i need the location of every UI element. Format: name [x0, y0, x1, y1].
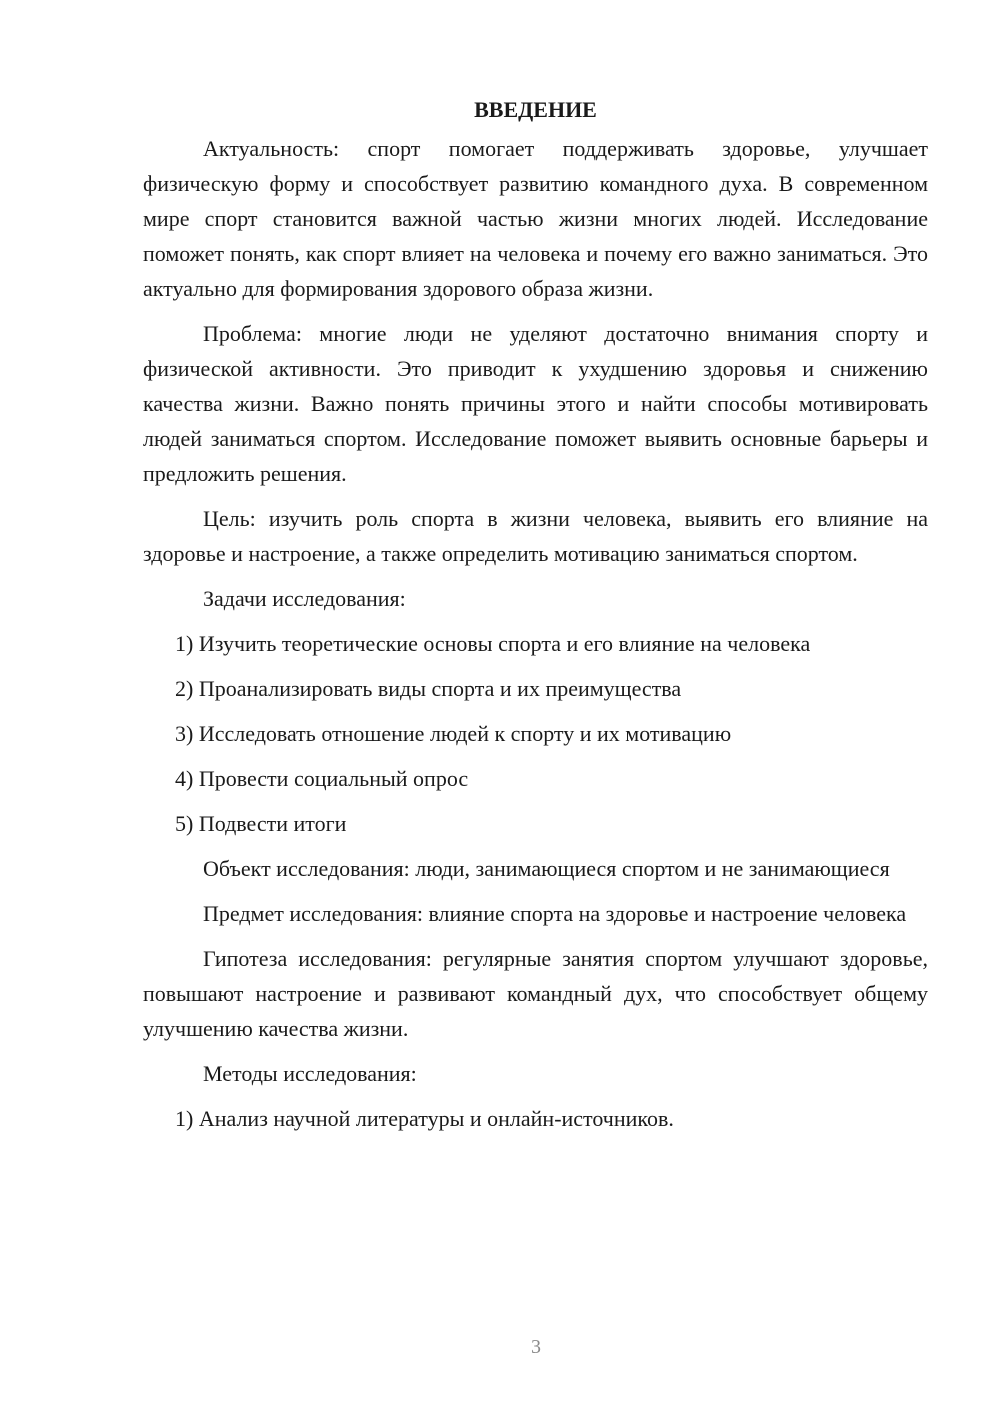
subject-paragraph: Предмет исследования: влияние спорта на здоровье и настроение человека: [203, 901, 907, 926]
page-content: [143, 92, 928, 1146]
task-item: 2) Проанализировать виды спорта и их преимущества: [175, 676, 682, 701]
object-paragraph: Объект исследования: люди, занимающиеся спортом и не занимающиеся: [203, 856, 890, 881]
task-item: 5) Подвести итоги: [175, 811, 347, 836]
goal-paragraph: Цель: изучить роль спорта в жизни человека, выявить его влияние на здоровье и настроение, а также определить мотивацию заниматься спортом.: [143, 506, 928, 566]
method-item: 1) Анализ научной литературы и онлайн-источников.: [175, 1106, 674, 1131]
relevance-paragraph: Актуальность: спорт помогает поддерживать здоровье, улучшает физическую форму и способствует развитию командного духа. В современном мире спорт становится важной частью жизни многих людей. Исследование поможет понять, как спорт влияет на человека и почему его важно заниматься. Это актуально для формирования здорового образа жизни.: [143, 136, 928, 301]
tasks-label: Задачи исследования:: [203, 586, 406, 611]
task-item: 4) Провести социальный опрос: [175, 766, 469, 791]
task-item: 3) Исследовать отношение людей к спорту и их мотивацию: [175, 721, 732, 746]
tasks-list: [143, 626, 928, 841]
task-item: 1) Изучить теоретические основы спорта и его влияние на человека: [175, 631, 811, 656]
section-heading: ВВЕДЕНИЕ: [474, 97, 597, 122]
hypothesis-paragraph: Гипотеза исследования: регулярные занятия спортом улучшают здоровье, повышают настроение и развивают командный дух, что способствует общему улучшению качества жизни.: [143, 946, 928, 1041]
problem-paragraph: Проблема: многие люди не уделяют достаточно внимания спорту и физической активности. Это приводит к ухудшению здоровья и снижению качества жизни. Важно понять причины этого и найти способы мотивировать людей заниматься спортом. Исследование поможет выявить основные барьеры и предложить решения.: [143, 321, 928, 486]
page-number: 3: [531, 1336, 541, 1358]
methods-label: Методы исследования:: [203, 1061, 417, 1086]
methods-list: [143, 1101, 928, 1136]
